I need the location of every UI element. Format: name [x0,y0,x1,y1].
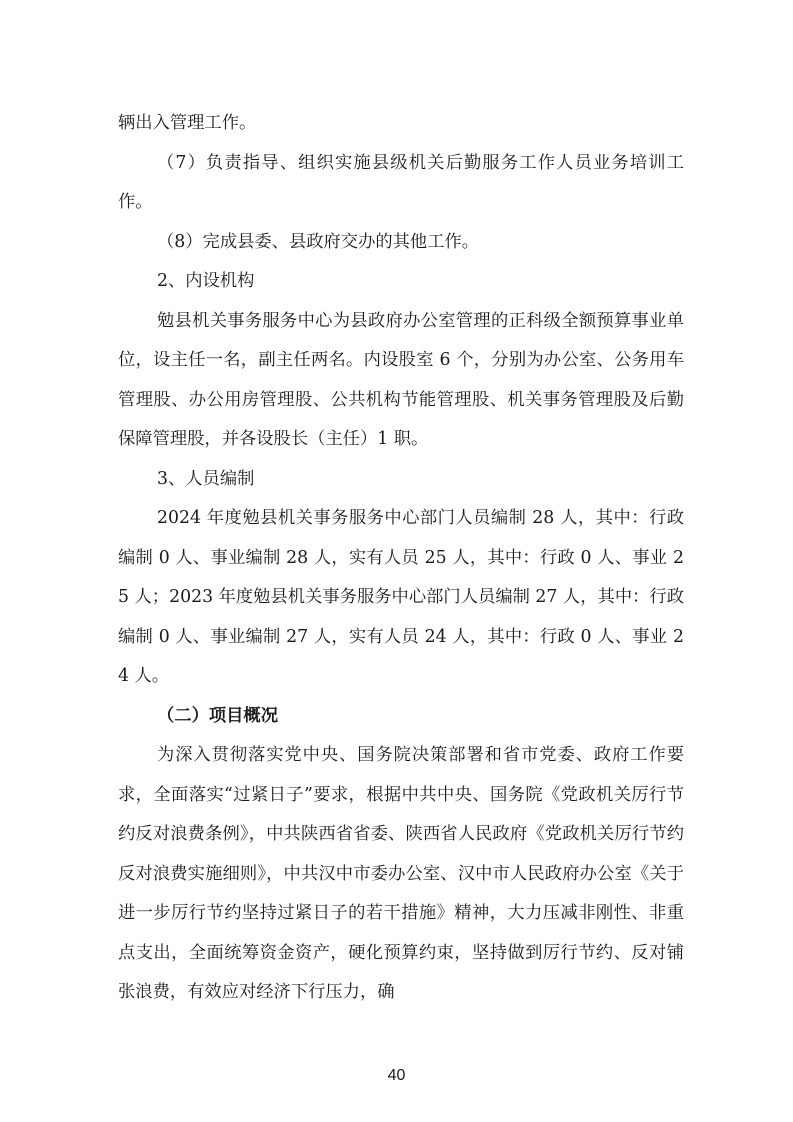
paragraph-continuation: 辆出入管理工作。 [118,113,257,133]
subheading-staffing: 3、人员编制 [157,468,255,489]
paragraph-staffing: 2024 年度勉县机关事务服务中心部门人员编制 28 人，其中：行政编制 0 人、事业编制 28 人，实有人员 25 人，其中：行政 0 人、事业 25 人；2023 年度勉县机关事务服务中心部门人员编制 27 人，其中：行政编制 0 人、事业编制 27 人，实有人员 24 人，其中：行政 0 人、事业 24 人。 [118,508,684,686]
paragraph-item-8: （8）完成县委、县政府交办的其他工作。 [157,231,480,252]
paragraph-item-7: （7）负责指导、组织实施县级机关后勤服务工作人员业务培训工作。 [118,152,684,212]
document-body [118,104,684,1013]
paragraph-project-overview: 为深入贯彻落实党中央、国务院决策部署和省市党委、政府工作要求，全面落实“过紧日子”要求，根据中共中央、国务院《党政机关厉行节约反对浪费条例》，中共陕西省省委、陕西省人民政府《党政机关厉行节约反对浪费实施细则》，中共汉中市委办公室、汉中市人民政府办公室《关于进一步厉行节约坚持过紧日子的若干措施》精神，大力压减非刚性、非重点支出，全面统筹资金资产，硬化预算约束，坚持做到厉行节约、反对铺张浪费，有效应对经济下行压力，确 [118,745,684,1002]
page-number: 40 [387,1067,406,1084]
subheading-internal-structure: 2、内设机构 [157,271,255,291]
paragraph-internal-structure: 勉县机关事务服务中心为县政府办公室管理的正科级全额预算事业单位，设主任一名，副主任两名。内设股室 6 个，分别为办公室、公务用车管理股、办公用房管理股、公共机构节能管理股、机关事务管理股及后勤保障管理股，并各设股长（主任）1 职。 [118,310,684,449]
section-heading-project-overview: （二）项目概况 [157,705,278,726]
